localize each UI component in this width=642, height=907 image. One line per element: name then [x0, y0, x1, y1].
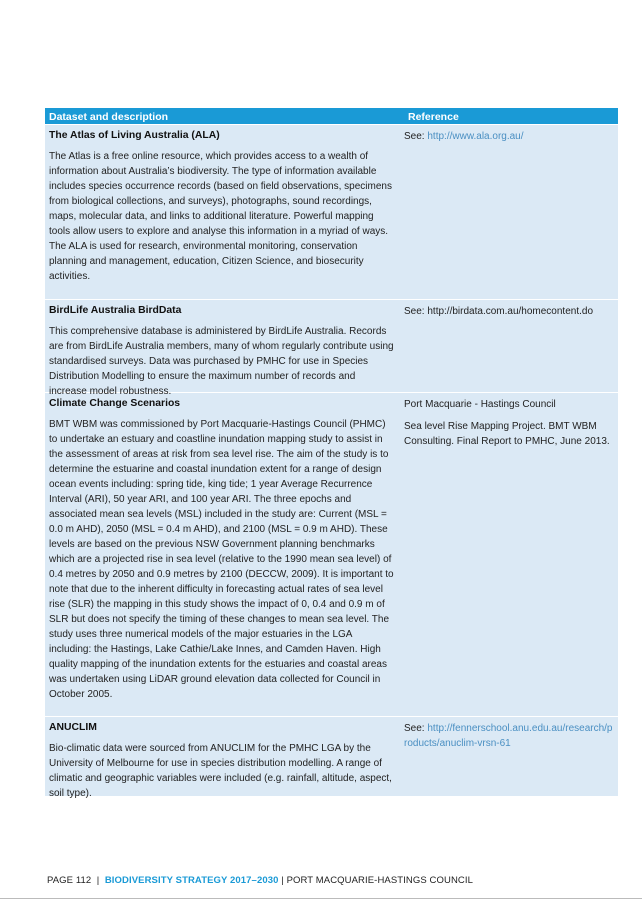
ref-line-1: Port Macquarie - Hastings Council — [404, 399, 556, 410]
table-header — [45, 108, 618, 124]
council-name: PORT MACQUARIE-HASTINGS COUNCIL — [286, 875, 474, 886]
page-edge-divider — [0, 898, 642, 899]
footer-separator: | — [281, 875, 284, 886]
header-reference: Reference — [408, 110, 459, 123]
header-dataset: Dataset and description — [49, 110, 169, 123]
row-description: This comprehensive database is administered by BirdLife Australia. Records are from BirdLife Australia members, many of whom regularly contribute using standardised surveys. Data was purchased by PMHC for use in Species Distribution Modelling to ensure the maximum number of records and increase model robustness. — [49, 326, 394, 397]
row-description: The Atlas is a free online resource, which provides access to a wealth of information about Australia’s biodiversity. The type of information available includes species occurrence records (based on field observations, specimens from biological collections, and surveys), photographs, sound recordings, maps, molecular data, and links to additional literature. Powerful mapping tools allow users to explore and analyse this information in a myriad of ways. The ALA is used for research, environmental monitoring, conservation planning and management, education, Citizen Science, and biosecurity activities. — [49, 151, 392, 282]
row-title: ANUCLIM — [49, 722, 97, 733]
ref-prefix: See: — [404, 723, 428, 734]
row-description: Bio-climatic data were sourced from ANUCLIM for the PMHC LGA by the University of Melbourne for use in species distribution modelling. A range of climatic and geographic variables were included (e.g. rainfall, altitude, aspect, soil type). — [49, 743, 392, 799]
footer-separator: | — [96, 875, 100, 886]
ref-prefix: See: — [404, 131, 428, 142]
row-title: Climate Change Scenarios — [49, 398, 181, 409]
page-footer — [47, 875, 473, 886]
page-number: PAGE 112 — [47, 875, 92, 886]
row-description: BMT WBM was commissioned by Port Macquarie-Hastings Council (PHMC) to undertake an estuary and coastline inundation mapping study to assist in the assessment of areas at risk from sea level rise. The aim of the study is to determine the estuarine and coastal inundation extent for a range of design ocean events including: spring tide, king tide; 1 year Average Recurrence Interval (ARI), 50 year ARI, and 100 year ARI. The three epochs and associated mean sea levels (MSL) included in the study are: Current (MSL = 0.0 m AHD), 2050 (MSL = 0.4 m AHD), and 2100 (MSL = 0.9 m AHD). These levels are based on the previous NSW Government planning benchmarks which are a projected rise in sea level (relative to the 1990 mean sea level) of 0.4 metres by 2050 and 0.9 metres by 2100 (DECCW, 2009). It is important to note that due to the inherent difficulty in forecasting actual rates of sea level rise (SLR) the mapping in this study shows the impact of 0, 0.4 and 0.9 m of SLR but does not specify the timing of these changes to mean sea level. The study uses three numerical models of the major estuaries in the LGA including: the Hastings, Lake Cathie/Lake Innes, and Camden Haven. High quality mapping of the inundation extents for the estuaries and coastal areas was undertaken using LiDAR ground elevation data collected for Council in October 2005. — [49, 419, 394, 700]
dataset-table — [45, 108, 618, 799]
ref-line-2: Sea level Rise Mapping Project. BMT WBM Consulting. Final Report to PMHC, June 2013. — [404, 421, 610, 447]
table-row — [45, 299, 618, 397]
anuclim-link[interactable]: http://fennerschool.anu.edu.au/research/products/anuclim-vrsn-61 — [404, 723, 613, 749]
table-row — [45, 124, 618, 299]
ala-link[interactable]: http://www.ala.org.au/ — [427, 131, 524, 142]
document-title: BIODIVERSITY STRATEGY 2017–2030 — [104, 875, 279, 886]
row-title: BirdLife Australia BirdData — [49, 305, 182, 316]
table-row — [45, 392, 618, 716]
ref-text: See: http://birdata.com.au/homecontent.do — [404, 306, 594, 317]
table-row — [45, 716, 618, 799]
row-title: The Atlas of Living Australia (ALA) — [49, 130, 220, 141]
